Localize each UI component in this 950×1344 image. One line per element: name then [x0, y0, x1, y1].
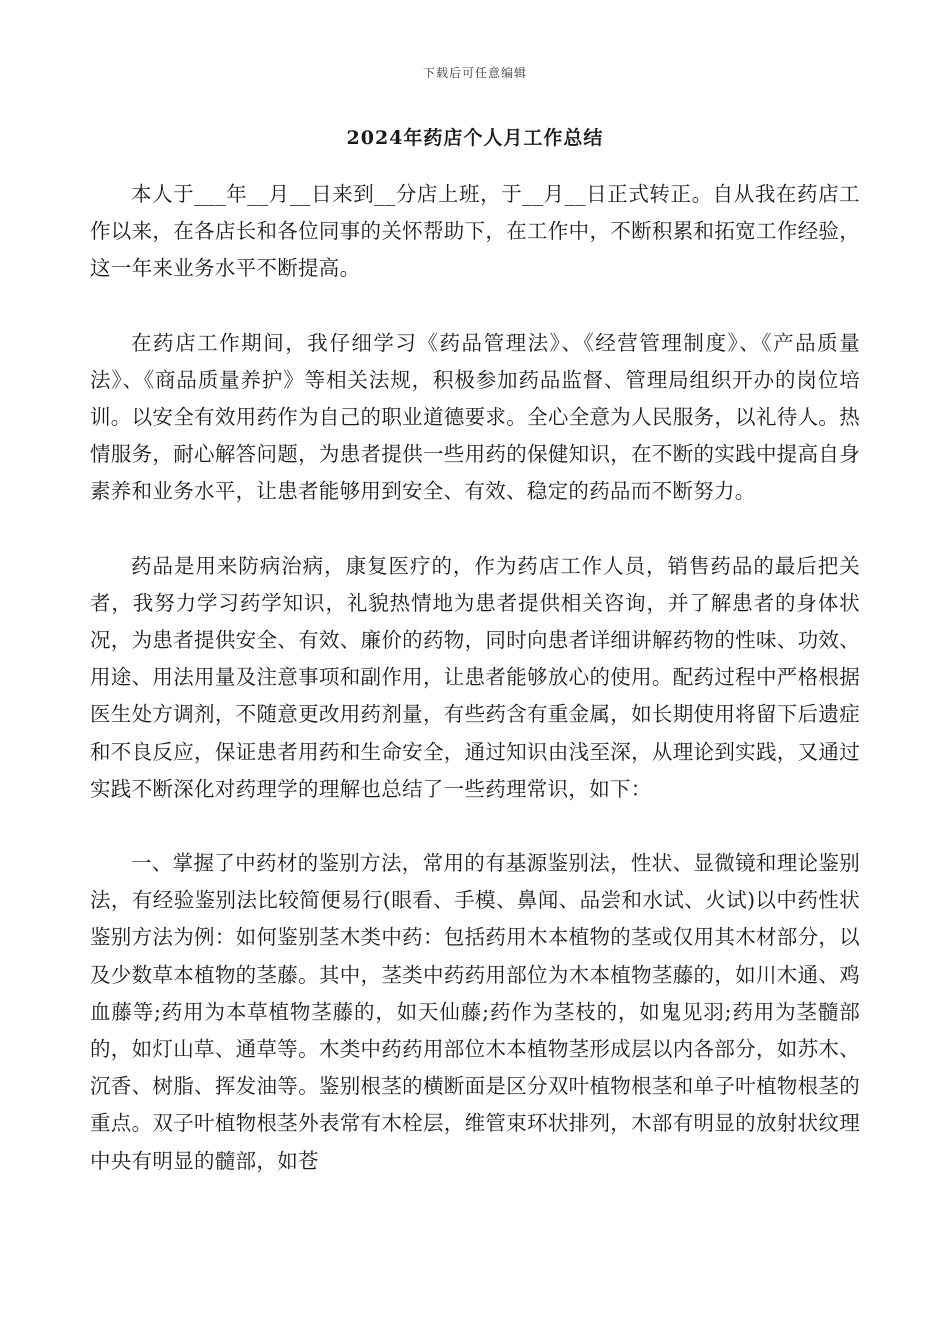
paragraph-3: 药品是用来防病治病，康复医疗的，作为药店工作人员，销售药品的最后把关者，我努力学习药学知识，礼貌热情地为患者提供相关咨询，并了解患者的身体状况，为患者提供安全、有效、廉价的药物，同时向患者详细讲解药物的性味、功效、用途、用法用量及注意事项和副作用，让患者能够放心的使用。配药过程中严格根据医生处方调剂，不随意更改用药剂量，有些药含有重金属，如长期使用将留下后遗症和不良反应，保证患者用药和生命安全，通过知识由浅至深，从理论到实践，又通过实践不断深化对药理学的理解也总结了一些药理常识，如下：: [90, 553, 860, 801]
paragraph-1: 本人于___年__月__日来到__分店上班，于__月__日正式转正。自从我在药店工作以来，在各店长和各位同事的关怀帮助下，在工作中，不断积累和拓宽工作经验，这一年来业务水平不断提高。: [90, 182, 860, 281]
document-body: [90, 176, 860, 1180]
paragraph-2: 在药店工作期间，我仔细学习《药品管理法》、《经营管理制度》、《产品质量法》、《商品质量养护》等相关法规，积极参加药品监督、管理局组织开办的岗位培训。以安全有效用药作为自己的职业道德要求。全心全意为人民服务，以礼待人。热情服务，耐心解答问题，为患者提供一些用药的保健知识，在不断的实践中提高自身素养和业务水平，让患者能够用到安全、有效、稳定的药品而不断努力。: [90, 330, 860, 504]
paragraph-4: 一、掌握了中药材的鉴别方法，常用的有基源鉴别法，性状、显微镜和理论鉴别法，有经验鉴别法比较简便易行(眼看、手模、鼻闻、品尝和水试、火试)以中药性状鉴别方法为例：如何鉴别茎木类中药：包括药用木本植物的茎或仅用其木材部分，以及少数草本植物的茎藤。其中，茎类中药药用部位为木本植物茎藤的，如川木通、鸡血藤等;药用为本草植物茎藤的，如天仙藤;药作为茎枝的，如鬼见羽;药用为茎髓部的，如灯山草、通草等。木类中药药用部位木本植物茎形成层以内各部分，如苏木、沉香、树脂、挥发油等。鉴别根茎的横断面是区分双叶植物根茎和单子叶植物根茎的重点。双子叶植物根茎外表常有木栓层，维管束环状排列，木部有明显的放射状纹理中央有明显的髓部，如苍: [90, 851, 860, 1173]
document-title: 2024年药店个人月工作总结: [346, 127, 604, 149]
header-note: 下载后可任意编辑: [422, 66, 527, 80]
